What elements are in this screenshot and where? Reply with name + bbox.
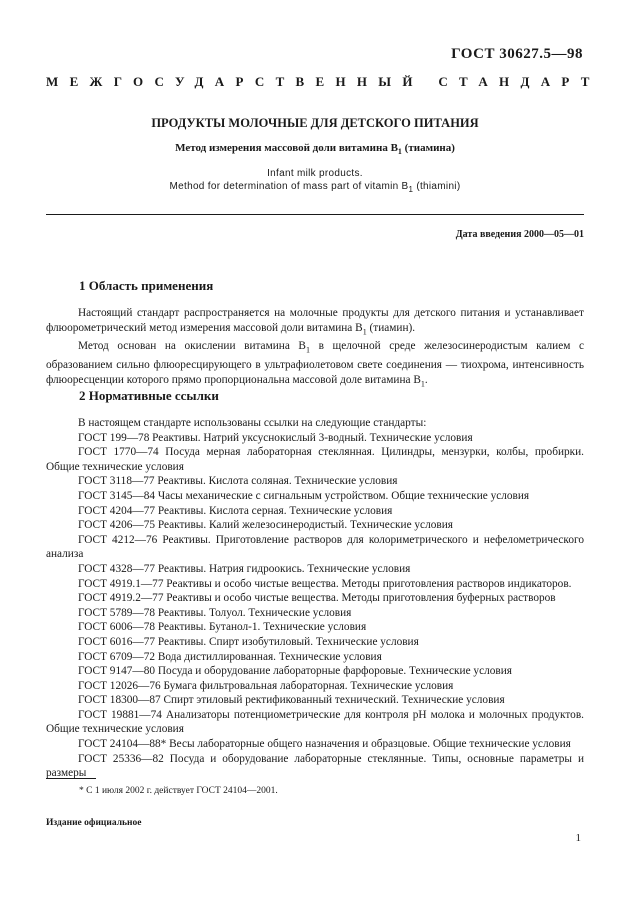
reference-item: ГОСТ 18300—87 Спирт этиловый ректификованный технический. Технические условия xyxy=(78,694,505,707)
reference-item: ГОСТ 4212—76 Реактивы. Приготовление растворов для колориметрического и нефелометрического анализа xyxy=(46,533,584,561)
page-number: 1 xyxy=(575,832,581,844)
section-1-body xyxy=(46,306,584,392)
reference-item: ГОСТ 5789—78 Реактивы. Толуол. Технические условия xyxy=(78,606,352,619)
section-2-body xyxy=(46,416,584,781)
english-title-line1: Infant milk products. xyxy=(267,168,363,179)
reference-item: ГОСТ 199—78 Реактивы. Натрий уксуснокислый 3-водный. Технические условия xyxy=(78,431,473,444)
document-subtitle: Метод измерения массовой доли витамина $B_1$ (тиамина) xyxy=(175,142,455,157)
header-divider xyxy=(46,214,584,215)
edition-label: Издание официальное xyxy=(46,818,142,828)
section-1-paragraph-1: Настоящий стандарт распространяется на молочные продукты для детского питания и устанавливает флюорометрический метод измерения массовой доли витамина $B_1$ (тиамин). xyxy=(46,307,584,336)
footnote: * С 1 июля 2002 г. действует ГОСТ 24104—2001. xyxy=(79,786,278,796)
section-1-heading: 1 Область применения xyxy=(79,278,214,293)
reference-item: ГОСТ 4919.2—77 Реактивы и особо чистые вещества. Методы приготовления буферных растворов xyxy=(78,592,556,605)
english-title xyxy=(0,167,630,196)
gost-number: ГОСТ 30627.5—98 xyxy=(451,46,583,62)
section-2-intro: В настоящем стандарте использованы ссылки на следующие стандарты: xyxy=(78,417,427,429)
reference-item: ГОСТ 9147—80 Посуда и оборудование лабораторные фарфоровые. Технические условия xyxy=(78,665,512,678)
reference-item: ГОСТ 4919.1—77 Реактивы и особо чистые вещества. Методы приготовления растворов индикаторов. xyxy=(78,577,572,590)
reference-item: ГОСТ 19881—74 Анализаторы потенциометрические для контроля pH молока и молочных продуктов. Общие технические условия xyxy=(46,708,584,736)
reference-item: ГОСТ 6709—72 Вода дистиллированная. Технические условия xyxy=(78,650,382,663)
reference-item: ГОСТ 3145—84 Часы механические с сигнальным устройством. Общие технические условия xyxy=(78,489,530,502)
reference-item: ГОСТ 4328—77 Реактивы. Натрия гидроокись. Технические условия xyxy=(78,562,411,575)
reference-item: ГОСТ 1770—74 Посуда мерная лабораторная стеклянная. Цилиндры, мензурки, колбы, пробирки. Общие технические условия xyxy=(46,446,584,473)
reference-item: ГОСТ 4206—75 Реактивы. Калий железосинеродистый. Технические условия xyxy=(78,519,453,532)
section-2-heading: 2 Нормативные ссылки xyxy=(79,388,219,403)
reference-item: ГОСТ 12026—76 Бумага фильтровальная лабораторная. Технические условия xyxy=(78,679,454,692)
section-1-paragraph-2: Метод основан на окислении витамина $B_1$ в щелочной среде железосинеродистым калием с образованием сильно флюоресцирующего в ультрафиолетовом свете соединения — тиохрома, интенсивность флюоресценции которого прямо пропорциональна массовой доле витамина $B_1$. xyxy=(46,340,584,389)
reference-item: ГОСТ 3118—77 Реактивы. Кислота соляная. Технические условия xyxy=(78,475,398,488)
document-title: ПРОДУКТЫ МОЛОЧНЫЕ ДЛЯ ДЕТСКОГО ПИТАНИЯ xyxy=(151,116,479,130)
intro-date: Дата введения 2000—05—01 xyxy=(455,229,584,240)
reference-item: ГОСТ 24104—88* Весы лабораторные общего назначения и образцовые. Общие технические условия xyxy=(78,738,571,751)
english-title-line2: Method for determination of mass part of vitamin $B_1$ (thiamini) xyxy=(169,181,461,194)
reference-item: ГОСТ 4204—77 Реактивы. Кислота серная. Технические условия xyxy=(78,504,393,517)
reference-item: ГОСТ 6016—77 Реактивы. Спирт изобутиловый. Технические условия xyxy=(78,635,419,648)
reference-item: ГОСТ 6006—78 Реактивы. Бутанол-1. Технические условия xyxy=(78,621,367,634)
reference-item: ГОСТ 25336—82 Посуда и оборудование лабораторные стеклянные. Типы, основные параметры и размеры xyxy=(46,752,584,780)
interstate-standard-label: МЕЖГОСУДАРСТВЕННЫЙ СТАНДАРТ xyxy=(46,74,601,89)
footnote-divider xyxy=(46,778,96,779)
